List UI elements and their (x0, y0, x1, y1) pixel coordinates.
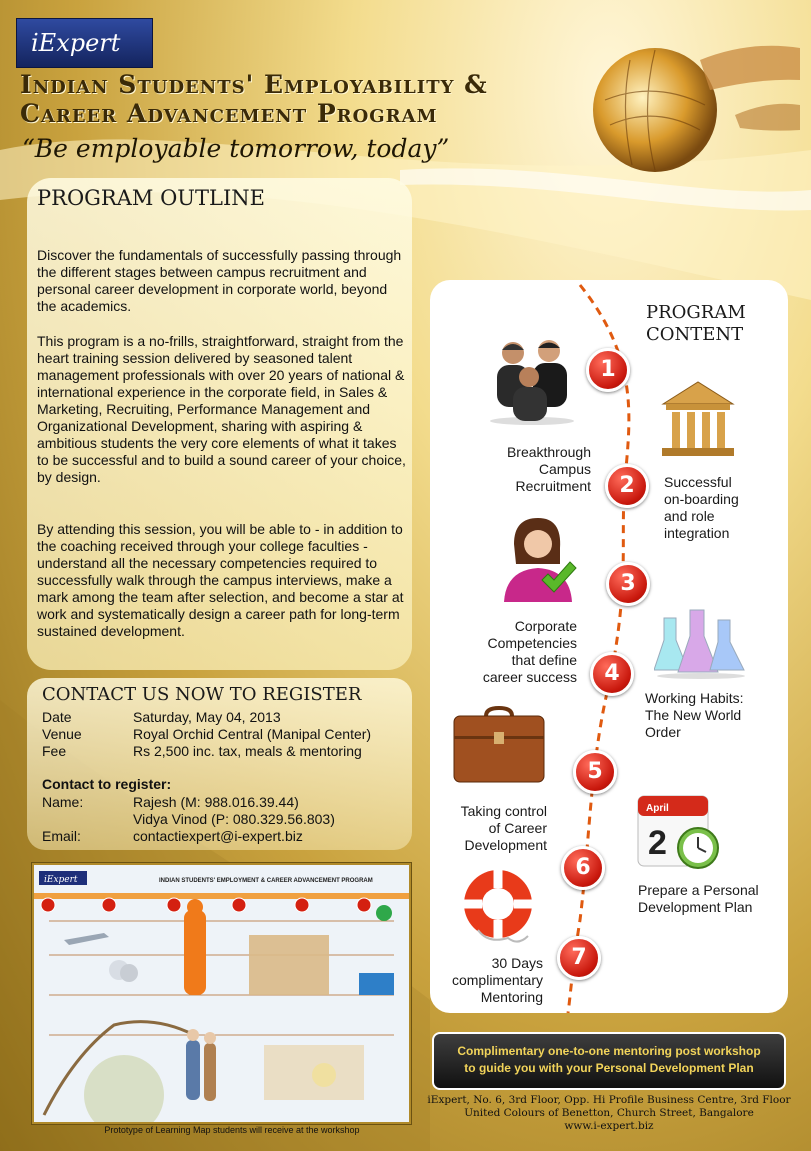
step-6-badge: 6 (561, 846, 605, 890)
step-7-label: 30 Days complimentary Mentoring (451, 955, 543, 1005)
name-value-1: Rajesh (M: 988.016.39.44) (133, 794, 299, 810)
step-2-label: Successful on-boarding and role integration (664, 474, 739, 541)
step-7-badge: 7 (557, 936, 601, 980)
program-content-title: PROGRAM CONTENT (646, 302, 746, 345)
name-value-2: Vidya Vinod (P: 080.329.56.803) (133, 811, 335, 827)
address-line-2: United Colours of Benetton, Church Street, Bangalore (464, 1107, 754, 1119)
step-4-badge: 4 (590, 652, 634, 696)
venue-value: Royal Orchid Central (Manipal Center) (133, 726, 372, 742)
email-value[interactable]: contactiexpert@i-expert.biz (133, 828, 303, 844)
step-5-label: Taking control of Career Development (460, 803, 547, 853)
email-label: Email: (42, 828, 81, 844)
building-icon (658, 378, 738, 460)
lifebuoy-icon (458, 866, 540, 946)
learning-map-illustration (34, 865, 409, 1122)
map-logo: iExpert (44, 875, 78, 885)
title-line-2: Career Advancement Program (20, 99, 438, 128)
step-4-label: Working Habits: The New World Order (645, 690, 744, 740)
outline-paragraph-1: Discover the fundamentals of successfully passing through the different stages between campus recruitment and personal career development in corporate world, beyond the academics. (37, 247, 402, 314)
people-icon (485, 335, 580, 425)
date-label: Date (42, 709, 72, 725)
banner-line-2: to guide you with your Personal Development Plan (464, 1061, 754, 1075)
contact-heading: CONTACT US NOW TO REGISTER (42, 684, 362, 705)
map-title: INDIAN STUDENTS' EMPLOYMENT & CAREER ADVANCEMENT PROGRAM (159, 878, 373, 884)
outline-paragraph-2: This program is a no-frills, straightforward, straight from the heart training session delivered by seasoned talent management professionals with over 20 years of national & international experience in the corporate field, in Sales & Marketing, Recruiting, Performance Management and Organizational Development, sharing with aspiring & ambitious students the very core elements of what it takes to be successful and to build a sound career of your choice, by design. (37, 333, 406, 485)
program-title (20, 70, 510, 128)
banner-line-1: Complimentary one-to-one mentoring post workshop (457, 1044, 761, 1058)
address-block (420, 1094, 798, 1133)
venue-label: Venue (42, 726, 82, 742)
briefcase-icon (450, 702, 548, 788)
calendar-month: April (646, 803, 669, 814)
date-value: Saturday, May 04, 2013 (133, 709, 281, 725)
program-content-panel (430, 280, 788, 1013)
step-2-badge: 2 (605, 464, 649, 508)
step-6-label: Prepare a Personal Development Plan (638, 882, 759, 915)
step-3-badge: 3 (606, 562, 650, 606)
name-label: Name: (42, 794, 84, 810)
tagline: “Be employable tomorrow, today” (22, 134, 450, 163)
map-caption: Prototype of Learning Map students will receive at the workshop (104, 1125, 360, 1135)
outline-heading: PROGRAM OUTLINE (37, 186, 265, 210)
outline-paragraph-3: By attending this session, you will be able to - in addition to the coaching received through your college faculties - understand all the necessary competencies required to successfully walk through the campus interviews, make a mark among the team after selection, and become a star at work and systematically design a career path for long-term sustained development. (37, 521, 404, 639)
step-5-badge: 5 (573, 750, 617, 794)
iexpert-logo: iExpert (16, 18, 153, 68)
fee-label: Fee (42, 743, 67, 759)
calendar-day: 2 (648, 824, 667, 862)
woman-check-icon (498, 514, 580, 604)
step-1-badge: 1 (586, 348, 630, 392)
website-link[interactable]: www.i-expert.biz (564, 1120, 654, 1132)
fee-value: Rs 2,500 inc. tax, meals & mentoring (133, 743, 362, 759)
globe-hands-illustration (560, 20, 800, 180)
program-outline-panel (27, 178, 412, 670)
register-heading: Contact to register: (42, 776, 172, 792)
learning-map-image (32, 863, 411, 1124)
contact-panel (27, 678, 412, 850)
step-3-label: Corporate Competencies that define career success (482, 618, 577, 685)
mentoring-banner (432, 1032, 786, 1090)
calendar-icon (636, 790, 724, 870)
title-line-1: Indian Students' Employability & (20, 70, 488, 99)
step-1-label: Breakthrough Campus Recruitment (506, 444, 591, 494)
flasks-icon (654, 600, 749, 680)
address-line-1: iExpert, No. 6, 3rd Floor, Opp. Hi Profile Business Centre, 3rd Floor (427, 1094, 791, 1106)
